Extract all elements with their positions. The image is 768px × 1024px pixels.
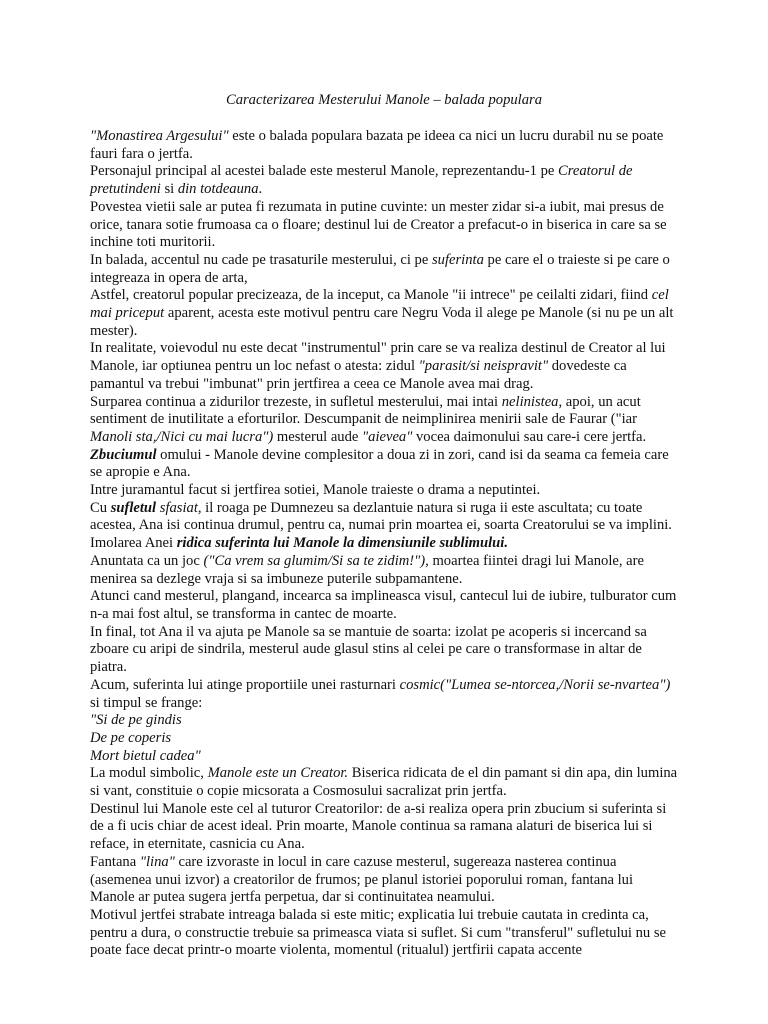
text-run: Manoli sta,/Nici cu mai lucra") <box>90 428 274 445</box>
text-run: Astfel, creatorul popular precizeaza, de la inceput, ca Manole "ii intrece" pe ceilalti zidari, fiind <box>90 287 652 304</box>
text-run: Atunci cand mesterul, plangand, incearca sa implineasca visul, cantecul lui de iubire, tulburator cum n-a mai fost altul, se transforma in cantec de moarte. <box>90 588 677 622</box>
text-run: Zbuciumul <box>90 446 157 463</box>
text-run: il roaga pe Dumnezeu sa dezlantuie natura si ruga ii este ascultata; cu toate acestea, Ana isi continua drumul, pentru ca, numai prin moartea ei, soarta Creatorului se va implini. <box>90 499 672 534</box>
text-run: Acum, suferinta lui atinge proportiile unei rasturnari <box>90 676 400 693</box>
paragraph <box>90 199 678 252</box>
document-title: Caracterizarea Mesterului Manole – balada populara <box>225 92 543 108</box>
text-run: Anuntata ca un joc <box>90 552 204 569</box>
text-run: cel mai priceput <box>90 287 669 322</box>
paragraph <box>90 128 678 163</box>
text-run: pe care el o traieste si pe care o integreaza in opera de arta, <box>90 251 670 286</box>
paragraph <box>90 500 678 535</box>
text-run: suferinta <box>431 251 484 268</box>
text-run: din totdeauna <box>177 181 259 198</box>
text-run: "aievea" <box>362 428 413 445</box>
paragraph <box>90 553 678 588</box>
paragraph <box>90 712 678 730</box>
text-run: omului - Manole devine complesitor a doua zi in zori, cand isi da seama ca femeia care se apropie e Ana. <box>90 446 669 481</box>
paragraph <box>90 730 678 748</box>
text-run: vocea daimonului sau care-i cere jertfa. <box>412 428 647 445</box>
text-run: "Monastirea Argesului" <box>90 128 229 144</box>
text-run: In realitate, voievodul nu este decat "instrumentul" prin care se va realiza destinul de Creator al lui Manole, iar optiunea pentru un loc nefast o atesta: zidul <box>90 340 666 375</box>
text-run: nelinistea <box>501 393 559 410</box>
text-run: ridica suferinta lui Manole la dimensiunile sublimului. <box>176 535 508 552</box>
text-run: mesterul aude <box>273 428 363 445</box>
text-run: Cu <box>90 499 111 516</box>
paragraph <box>90 624 678 677</box>
text-run: si <box>160 181 178 198</box>
paragraph <box>90 287 678 340</box>
text-run: Creatorul de pretutindeni <box>90 163 633 198</box>
text-run: Motivul jertfei strabate intreaga balada si este mitic; explicatia lui trebuie cautata in credinta ca, pentru a dura, o constructie trebuie sa primeasca viata si suflet. Si cum "transferul" sufletului nu se poate face decat printr-o moarte violenta, momentul (ritualul) jertfirii capata accente <box>90 906 667 959</box>
paragraph <box>90 163 678 198</box>
paragraph <box>90 748 678 766</box>
text-run: dovedeste ca pamantul va trebui "imbunat" prin jertfirea a ceea ce Manole avea mai drag. <box>90 358 627 392</box>
text-run: Manole este un Creator. <box>207 765 349 782</box>
text-run: Personajul principal al acestei balade este mesterul Manole, reprezentandu-1 pe <box>90 163 559 180</box>
text-run: , apoi, un acut sentiment de inutilitate a eforturilor. Descumpanit de neimplinirea menirii sale de Faurar ("iar <box>90 393 641 428</box>
text-run: sfasiat, <box>159 499 202 516</box>
text-run: "Si de pe gindis <box>90 712 182 729</box>
text-run: Biserica ridicata de el din pamant si din apa, din lumina si vant, constituie o copie micsorata a Cosmosului sacralizat prin jertfa. <box>90 765 678 800</box>
text-run: Mort bietul cadea" <box>90 747 201 764</box>
text-run: De pe coperis <box>90 729 172 746</box>
document-body <box>90 128 678 960</box>
text-run: moartea fiintei dragi lui Manole, are menirea sa dezlege vraja si sa imbuneze puterile subpamantene. <box>90 552 644 587</box>
text-run: sufletul <box>110 499 157 516</box>
text-run: La modul simbolic, <box>90 765 208 782</box>
text-run: aparent, acesta este motivul pentru care Negru Voda il alege pe Manole (si nu pe un alt mester). <box>90 305 674 339</box>
text-run: Povestea vietii sale ar putea fi rezumata in putine cuvinte: un mester zidar si-a iubit, mai presus de orice, tanara sotie frumoasa ca o floare; destinul lui de Creator a prefacut-o in biserica in care sa se inchine toti muritorii. <box>90 198 667 251</box>
text-run: Imolarea Anei <box>90 535 177 552</box>
text-run: Fantana <box>90 853 140 870</box>
paragraph <box>90 340 678 393</box>
text-run: este o balada populara bazata pe ideea ca nici un lucru durabil nu se poate fauri fara o jertfa. <box>90 128 664 162</box>
text-run: In final, tot Ana il va ajuta pe Manole sa se mantuie de soarta: izolat pe acoperis si incercand sa zboare cu aripi de sindrila, mesterul aude glasul stins al celei pe care o transformase in altar de piatra. <box>90 623 647 676</box>
text-run: si timpul se frange: <box>90 694 203 711</box>
text-run: "parasit/si neispravit" <box>418 358 549 375</box>
paragraph <box>90 535 678 553</box>
paragraph <box>90 482 678 500</box>
text-run: Intre juramantul facut si jertfirea sotiei, Manole traieste o drama a neputintei. <box>90 482 541 499</box>
text-run: . <box>258 181 263 198</box>
paragraph <box>90 252 678 287</box>
text-run: "lina" <box>139 853 175 870</box>
paragraph <box>90 801 678 854</box>
text-run: care izvoraste in locul in care cazuse mesterul, sugereaza nasterea continua (asemenea unui izvor) a creatorilor de frumos; pe planul istoriei poporului roman, fantana lui Manole ar putea sugera jertfa perpetua, dar si continuitatea neamului. <box>90 853 634 906</box>
text-run: In balada, accentul nu cade pe trasaturile mesterului, ci pe <box>90 251 432 268</box>
text-run: ("Ca vrem sa glumim/Si sa te zidim!"), <box>203 552 429 569</box>
paragraph <box>90 588 678 623</box>
paragraph <box>90 677 678 712</box>
text-run: Destinul lui Manole este cel al tuturor Creatorilor: de a-si realiza opera prin zbucium si suferinta si de a fi ucis chiar de acest ideal. Prin moarte, Manole continua sa ramana alaturi de biserica lui si reface, in eternitate, casnicia cu Ana. <box>90 800 667 853</box>
paragraph <box>90 854 678 907</box>
text-run: Surparea continua a zidurilor trezeste, in sufletul mesterului, mai intai <box>90 393 502 410</box>
paragraph <box>90 394 678 447</box>
paragraph <box>90 447 678 482</box>
paragraph <box>90 765 678 800</box>
paragraph <box>90 907 678 960</box>
text-run: cosmic("Lumea se-ntorcea,/Norii se-nvartea") <box>399 676 671 693</box>
